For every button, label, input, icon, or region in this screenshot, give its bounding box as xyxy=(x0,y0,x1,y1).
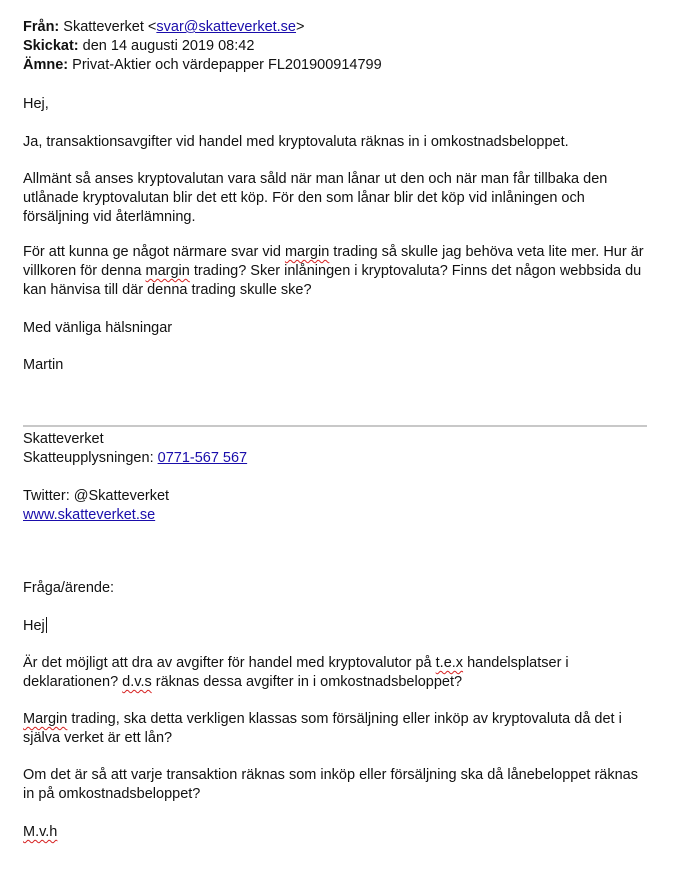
p3-text-b: trading så skulle jag behöva veta lite mer. Hur är villkoren för denna xyxy=(23,244,644,279)
from-line xyxy=(23,18,653,37)
from-email-link[interactable]: svar@skatteverket.se xyxy=(156,19,297,35)
question-paragraph-2 xyxy=(23,710,653,748)
p3-text-a: För att kunna ge något närmare svar vid xyxy=(23,244,285,260)
question-greeting-line xyxy=(23,617,653,636)
signature-phone-line xyxy=(23,449,653,468)
q1-text-b: handelsplatser i deklarationen? xyxy=(23,655,569,690)
phone-label: Skatteupplysningen: xyxy=(23,450,158,466)
subject-value: Privat-Aktier och värdepapper FL201900914799 xyxy=(72,57,382,73)
question-paragraph-1 xyxy=(23,654,653,692)
q1-text-c: räknas dessa avgifter in i omkostnadsbeloppet? xyxy=(151,674,463,690)
subject-label: Ämne: xyxy=(23,57,69,73)
subject-line xyxy=(23,56,653,75)
sent-line xyxy=(23,37,653,56)
sent-label: Skickat: xyxy=(23,38,79,54)
spellcheck-tex: t.e.x xyxy=(435,655,464,671)
from-label: Från: xyxy=(23,19,60,35)
reply-paragraph-3 xyxy=(23,243,653,300)
question-signoff-line xyxy=(23,823,653,842)
spellcheck-margin-3: Margin xyxy=(23,711,68,727)
p3-text-c: trading? Sker inlåningen i kryptovaluta? Finns det någon webbsida du kan hänvisa till där denna trading skulle ske? xyxy=(23,263,642,298)
from-close: > xyxy=(296,19,305,35)
spellcheck-dvs: d.v.s xyxy=(122,674,152,690)
from-name: Skatteverket < xyxy=(63,19,157,35)
spellcheck-margin-1: margin xyxy=(284,244,330,260)
reply-greeting: Hej, xyxy=(23,96,49,112)
email-header xyxy=(23,18,653,75)
signature-twitter: Twitter: @Skatteverket xyxy=(23,488,170,504)
question-signoff: M.v.h xyxy=(23,824,58,840)
signature-website-line xyxy=(23,506,653,525)
website-link[interactable]: www.skatteverket.se xyxy=(23,507,156,523)
phone-link[interactable]: 0771-567 567 xyxy=(157,450,248,466)
question-paragraph-3: Om det är så att varje transaktion räknas som inköp eller försäljning ska då lånebeloppet räknas in på omkostnadsbeloppet? xyxy=(23,767,638,802)
text-cursor xyxy=(46,617,47,633)
q1-text-a: Är det möjligt att dra av avgifter för handel med kryptovalutor på xyxy=(23,655,436,671)
reply-sender-name: Martin xyxy=(23,357,64,373)
spellcheck-margin-2: margin xyxy=(145,263,190,279)
question-greeting: Hej xyxy=(23,618,45,634)
reply-paragraph-2: Allmänt så anses kryptovalutan vara såld när man lånar ut den och när man får tillbaka den utlånade kryptovalutan blir det ett köp. För den som lånar blir det köp vid inlåningen och försäljning vid återlämning. xyxy=(23,171,608,225)
question-heading: Fråga/ärende: xyxy=(23,580,115,596)
sent-value: den 14 augusti 2019 08:42 xyxy=(82,38,255,54)
reply-paragraph-1: Ja, transaktionsavgifter vid handel med kryptovaluta räknas in i omkostnadsbeloppet. xyxy=(23,134,569,150)
reply-closing: Med vänliga hälsningar xyxy=(23,320,173,336)
signature-org: Skatteverket xyxy=(23,431,104,447)
signature-divider xyxy=(23,425,647,427)
q2-rest: trading, ska detta verkligen klassas som försäljning eller inköp av kryptovaluta då det i själva verket är ett lån? xyxy=(23,711,622,746)
